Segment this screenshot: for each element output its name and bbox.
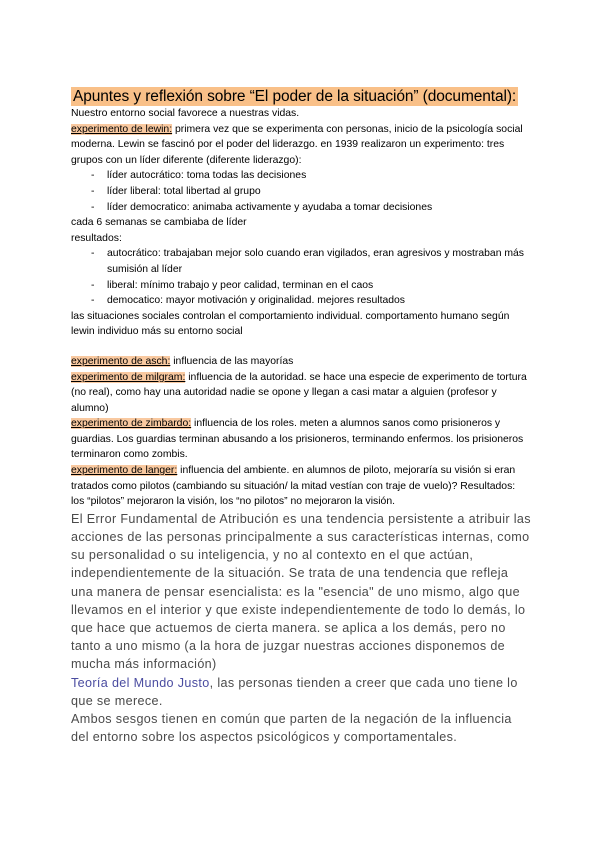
lewin-conclusion: las situaciones sociales controlan el comportamiento individual. comportamento humano según lewin individuo más su entorno social xyxy=(71,310,510,338)
list-item: - autocrático: trabajaban mejor solo cuando eran vigilados, eran agresivos y mostraban más sumisión al líder xyxy=(91,246,531,277)
ambos-paragraph: Ambos sesgos tienen en común que parten de la negación de la influencia del entorno sobre los aspectos psicológicos y comportamentales. xyxy=(71,712,512,745)
list-item: - democatico: mayor motivación y originalidad. mejores resultados xyxy=(91,293,531,309)
lewin-paragraph xyxy=(71,122,531,169)
list-item: - líder autocrático: toma todas las decisiones xyxy=(91,168,531,184)
error-fundamental-paragraph: El Error Fundamental de Atribución es una tendencia persistente a atribuir las acciones de las personas principalmente a sus características internas, como su personalidad o su inteligencia, y no al contexto en el que actúan, independientemente de la situación. Se trata de una tendencia que refleja una manera de pensar esencialista: es la "esencia" de uno mismo, algo que llevamos en el interior y que existe independientemente de todo lo demás, lo que hace que actuemos de cierta manera. se aplica a los demás, pero no tanto a uno mismo (a la hora de juzgar nuestras acciones disponemos de mucha más información) xyxy=(71,511,531,672)
document-title: Apuntes y reflexión sobre “El poder de la situación” (documental): xyxy=(73,88,517,105)
zimbardo-paragraph xyxy=(71,416,531,463)
asch-text: influencia de las mayorías xyxy=(170,355,294,367)
spacer xyxy=(71,340,531,354)
lewin-groups-list xyxy=(71,168,531,215)
list-item: - líder liberal: total libertad al grupo xyxy=(91,184,531,200)
list-item: - liberal: mínimo trabajo y peor calidad, terminan en el caos xyxy=(91,278,531,294)
mundo-justo-paragraph xyxy=(71,674,531,710)
zimbardo-text: influencia de los roles. meten a alumnos sanos como prisioneros y guardias. Los guardias terminan abusando a los prisioneros, terminando enfermos. los prisioneros terminaron como zombis. xyxy=(71,418,524,461)
lewin-label: experimento de lewin: xyxy=(71,123,173,135)
lewin-results-label: resultados: xyxy=(71,232,122,244)
langer-label: experimento de langer: xyxy=(71,465,178,477)
langer-paragraph xyxy=(71,463,531,510)
asch-label: experimento de asch: xyxy=(71,355,171,367)
lewin-results-list xyxy=(71,246,531,308)
milgram-paragraph xyxy=(71,370,531,417)
list-item: - líder democratico: animaba activamente y ayudaba a tomar decisiones xyxy=(91,200,531,216)
mundo-justo-label: Teoría del Mundo Justo xyxy=(71,675,210,690)
zimbardo-label: experimento de zimbardo: xyxy=(71,418,192,430)
intro-text: Nuestro entorno social favorece a nuestras vidas. xyxy=(71,108,300,119)
lewin-text: primera vez que se experimenta con personas, inicio de la psicología social moderna. Lewin se fascinó por el poder del liderazgo. en 1939 realizaron un experimento: tres grupos con un líder diferente (diferente liderazgo): xyxy=(71,123,523,166)
lewin-change-text: cada 6 semanas se cambiaba de líder xyxy=(71,217,247,229)
langer-text: influencia del ambiente. en alumnos de piloto, mejoraría su visión si eran tratados como pilotos (cambiando su situación/ la mitad vestían con traje de vuelo)? Resultados: los “pilotos” mejoraron la visión, los “no pilotos” no mejoraron la visión. xyxy=(71,465,516,508)
document-content xyxy=(71,87,531,746)
asch-paragraph xyxy=(71,354,531,370)
mundo-justo-text: , las personas tienden a creer que cada uno tiene lo que se merece. xyxy=(71,675,518,708)
milgram-text: influencia de la autoridad. se hace una especie de experimento de tortura (no real), como hay una autoridad nadie se opone y llegan a casi matar a alguien (profesor y alumno) xyxy=(71,371,527,414)
milgram-label: experimento de milgram: xyxy=(71,371,186,383)
